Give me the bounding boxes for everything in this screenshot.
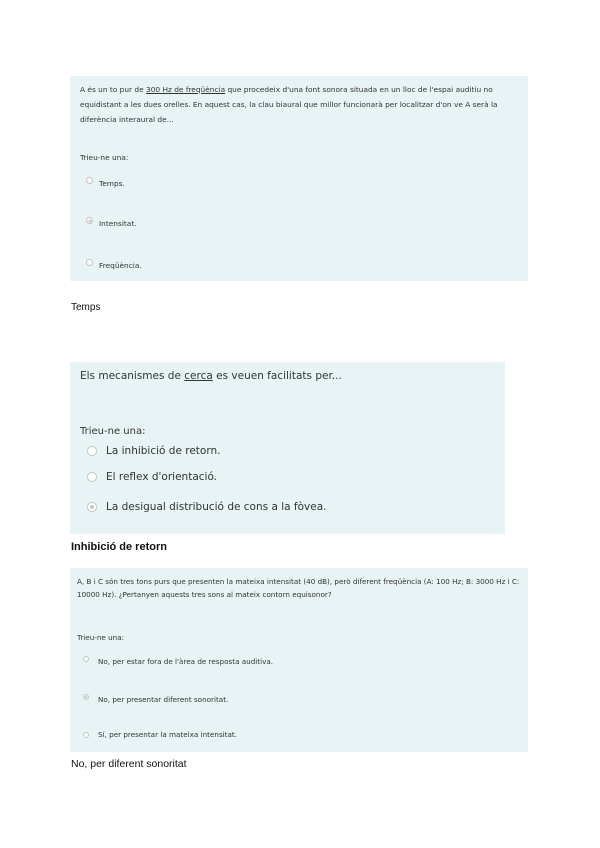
- option-label: El reflex d'orientació.: [106, 471, 218, 483]
- glossary-link[interactable]: cerca: [184, 370, 213, 382]
- option-label: Intensitat.: [99, 219, 137, 228]
- radio-button-selected[interactable]: [83, 694, 89, 700]
- question-card-3: [70, 568, 528, 752]
- answer-text-3: No, per diferent sonoritat: [71, 758, 187, 770]
- glossary-link[interactable]: 300 Hz de freqüència: [146, 85, 226, 94]
- radio-button-selected[interactable]: [87, 502, 97, 512]
- radio-button-selected[interactable]: [86, 217, 93, 224]
- question-text-part: A és un to pur de: [80, 85, 146, 94]
- question-text-part: que procedeix d'una font sonora situada en un lloc de l'espai auditiu no equidistant a les dues orelles. En aquest cas, la clau biaural que millor funcionarà per localitzar d'on ve A serà la diferència interaural de...: [80, 85, 498, 124]
- question-text-part: es veuen facilitats per...: [212, 370, 342, 382]
- option-label: No, per estar fora de l'àrea de resposta auditiva.: [98, 657, 274, 666]
- radio-button[interactable]: [87, 446, 97, 456]
- option-3[interactable]: [86, 255, 142, 270]
- choose-one-prompt: Trieu-ne una:: [80, 426, 146, 437]
- option-3[interactable]: [87, 501, 326, 513]
- option-label: Sí, per presentar la mateixa intensitat.: [98, 730, 238, 739]
- radio-button[interactable]: [86, 177, 93, 184]
- answer-text-1: Temps: [71, 302, 101, 313]
- radio-button[interactable]: [83, 656, 89, 662]
- option-2[interactable]: [83, 689, 228, 704]
- option-label: La inhibició de retorn.: [106, 445, 221, 457]
- question-card-2: [70, 362, 505, 534]
- option-2[interactable]: [86, 213, 137, 228]
- choose-one-prompt: Trieu-ne una:: [77, 633, 125, 642]
- option-1[interactable]: [86, 173, 125, 188]
- radio-button[interactable]: [83, 732, 89, 738]
- question-card-1: [70, 76, 528, 281]
- option-1[interactable]: [87, 445, 220, 457]
- option-2[interactable]: [87, 471, 217, 483]
- choose-one-prompt: Trieu-ne una:: [80, 153, 129, 162]
- radio-button[interactable]: [87, 472, 97, 482]
- option-1[interactable]: [83, 651, 273, 666]
- option-label: Temps.: [99, 179, 125, 188]
- question-text-part: Els mecanismes de: [80, 370, 185, 382]
- answer-text-2: Inhibició de retorn: [71, 541, 167, 553]
- question-text: [80, 370, 342, 382]
- radio-button[interactable]: [86, 259, 93, 266]
- option-label: Freqüència.: [99, 261, 142, 270]
- option-3[interactable]: [83, 730, 237, 739]
- question-text: A, B i C són tres tons purs que presenten la mateixa intensitat (40 dB), però diferent freqüència (A: 100 Hz; B: 3000 Hz i C: 10000 Hz). ¿Pertanyen aquests tres sons al mateix contorn equisonor?: [77, 577, 520, 599]
- option-label: No, per presentar diferent sonoritat.: [98, 695, 229, 704]
- option-label: La desigual distribució de cons a la fòvea.: [106, 501, 327, 513]
- question-text: [80, 82, 520, 127]
